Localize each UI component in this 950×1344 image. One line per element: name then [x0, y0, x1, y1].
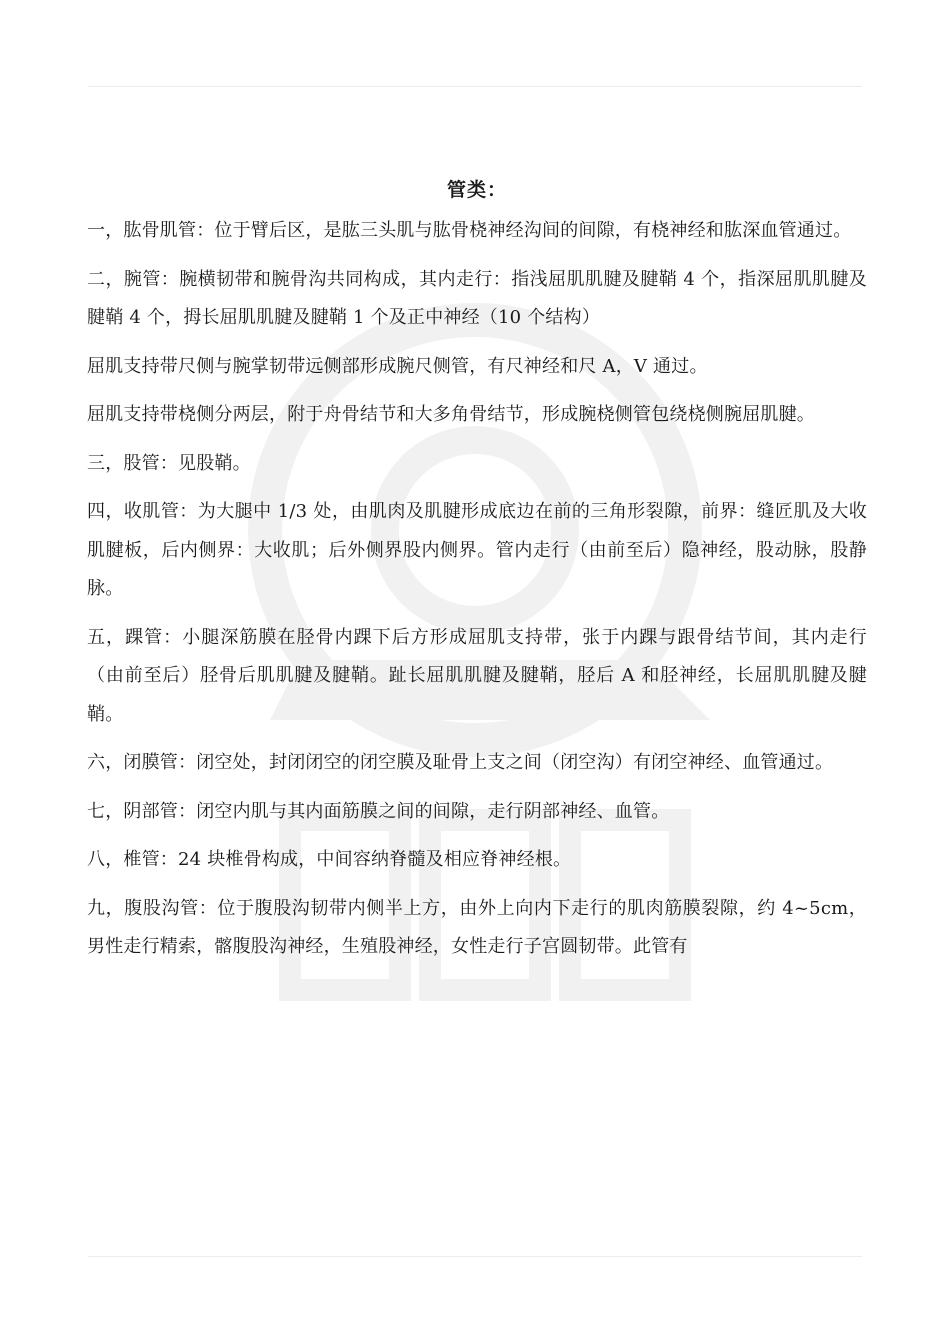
document-content: [87, 172, 867, 977]
paragraph-9: 七，阴部管：闭空内肌与其内面筋膜之间的间隙，走行阴部神经、血管。: [87, 800, 670, 822]
paragraph-3: 屈肌支持带尺侧与腕掌韧带远侧部形成腕尺侧管，有尺神经和尺 A，V 通过。: [87, 355, 708, 377]
paragraph-8: 六，闭膜管：闭空处，封闭闭空的闭空膜及耻骨上支之间（闭空沟）有闭空神经、血管通过。: [87, 752, 834, 773]
paragraph-6: 四，收肌管：为大腿中 1/3 处，由肌肉及肌腱形成底边在前的三角形裂隙，前界：缝匠肌及大收肌腱板，后内侧界：大收肌；后外侧界股内侧界。管内走行（由前至后）隐神经，股动脉，股静脉。: [87, 501, 867, 599]
paragraph-11: 九，腹股沟管：位于腹股沟韧带内侧半上方，由外上向内下走行的肌肉筋膜裂隙，约 4~5cm，男性走行精索，髂腹股沟神经，生殖股神经，女性走行子宫圆韧带。此管有: [87, 897, 867, 957]
document-title: 管类：: [446, 179, 507, 201]
header-rule: [88, 86, 862, 87]
paragraph-4: 屈肌支持带桡侧分两层，附于舟骨结节和大多角骨结节，形成腕桡侧管包绕桡侧腕屈肌腱。: [87, 404, 815, 425]
footer-rule: [88, 1256, 862, 1257]
paragraph-2: 二，腕管：腕横韧带和腕骨沟共同构成，其内走行：指浅屈肌肌腱及腱鞘 4 个，指深屈肌肌腱及腱鞘 4 个，拇长屈肌肌腱及腱鞘 1 个及正中神经（10 个结构）: [87, 268, 867, 328]
paragraph-7: 五，踝管：小腿深筋膜在胫骨内踝下后方形成屈肌支持带，张于内踝与跟骨结节间，其内走行（由前至后）胫骨后肌肌腱及腱鞘。趾长屈肌肌腱及腱鞘，胫后 A 和胫神经，长屈肌肌腱及腱鞘。: [87, 626, 867, 725]
paragraph-5: 三，股管：见股鞘。: [87, 452, 251, 474]
paragraph-1: 一，肱骨肌管：位于臂后区，是肱三头肌与肱骨桡神经沟间的间隙，有桡神经和肱深血管通过。: [87, 220, 852, 241]
paragraph-10: 八，椎管：24 块椎骨构成，中间容纳脊髓及相应脊神经根。: [87, 849, 572, 870]
